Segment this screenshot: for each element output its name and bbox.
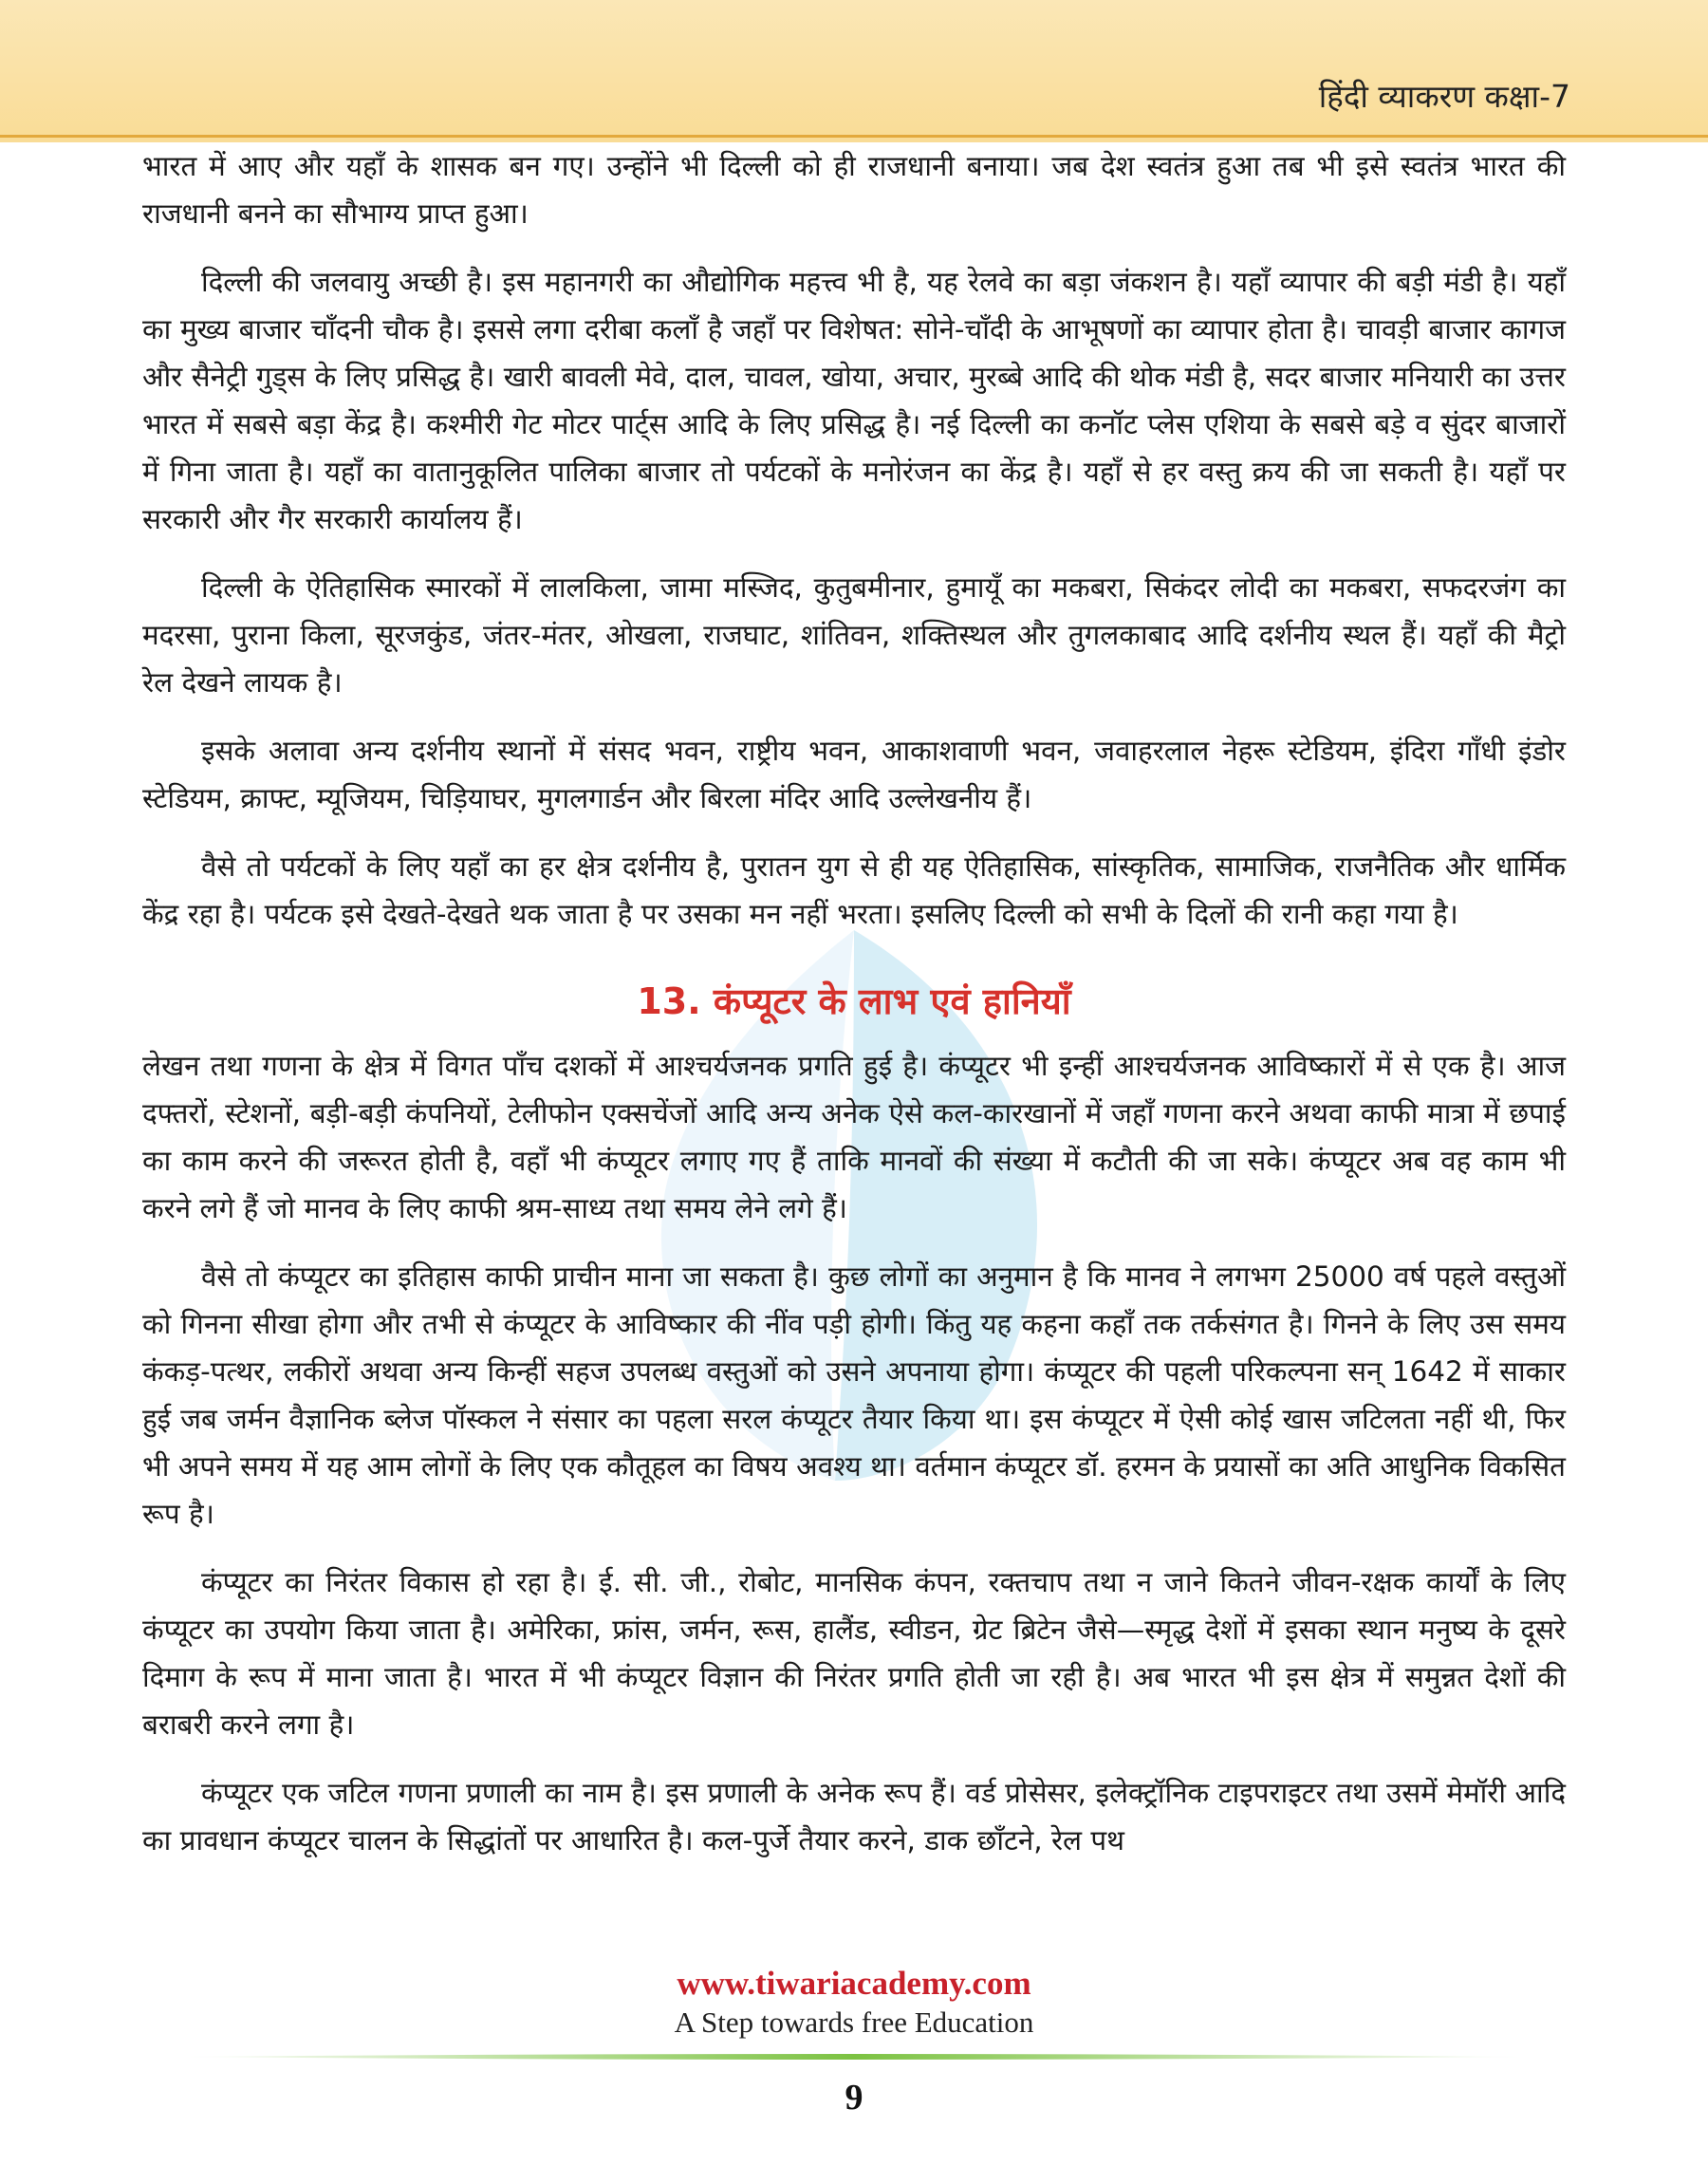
footer-url-link[interactable]: www.tiwariacademy.com: [677, 1965, 1031, 2002]
page-number: 9: [845, 2078, 863, 2118]
paragraph: वैसे तो कंप्यूटर का इतिहास काफी प्राचीन माना जा सकता है। कुछ लोगों का अनुमान है कि मानव ने लगभग 25000 वर्ष पहले वस्तुओं को गिनना सीखा होगा और तभी से कंप्यूटर के आविष्कार की नींव पड़ी होगी। किंतु यह कहना कहाँ तक तर्कसंगत है। गिनने के लिए उस समय कंकड़-पत्थर, लकीरों अथवा अन्य किन्हीं सहज उपलब्ध वस्तुओं को उसने अपनाया होगा। कंप्यूटर की पहली परिकल्पना सन् 1642 में साकार हुई जब जर्मन वैज्ञानिक ब्लेज पॉस्कल ने संसार का पहला सरल कंप्यूटर तैयार किया था। इस कंप्यूटर में ऐसी कोई खास जटिलता नहीं थी, फिर भी अपने समय में यह आम लोगों के लिए एक कौतूहल का विषय अवश्य था। वर्तमान कंप्यूटर डॉ. हरमन के प्रयासों का अति आधुनिक विकसित रूप है।: [142, 1260, 1566, 1530]
paragraph: इसके अलावा अन्य दर्शनीय स्थानों में संसद भवन, राष्ट्रीय भवन, आकाशवाणी भवन, जवाहरलाल नेहरू स्टेडियम, इंदिरा गाँधी इंडोर स्टेडियम, क्राफ्ट, म्यूजियम, चिड़ियाघर, मुगलगार्डन और बिरला मंदिर आदि उल्लेखनीय हैं।: [142, 735, 1566, 814]
header-rule: [0, 135, 1708, 138]
book-label: हिंदी व्याकरण कक्षा-7: [1318, 78, 1570, 115]
section-title: 13. कंप्यूटर के लाभ एवं हानियाँ: [637, 980, 1071, 1022]
paragraph: भारत में आए और यहाँ के शासक बन गए। उन्होंने भी दिल्ली को ही राजधानी बनाया। जब देश स्वतंत्र हुआ तब भी इसे स्वतंत्र भारत की राजधानी बनने का सौभाग्य प्राप्त हुआ।: [142, 150, 1566, 230]
page-content: [142, 142, 1566, 1885]
paragraph: दिल्ली की जलवायु अच्छी है। इस महानगरी का औद्योगिक महत्त्व भी है, यह रेलवे का बड़ा जंकशन है। यहाँ व्यापार की बड़ी मंडी है। यहाँ का मुख्य बाजार चाँदनी चौक है। इससे लगा दरीबा कलाँ है जहाँ पर विशेषत: सोने-चाँदी के आभूषणों का व्यापार होता है। चावड़ी बाजार कागज और सैनेट्री गुड्स के लिए प्रसिद्ध है। खारी बावली मेवे, दाल, चावल, खोया, अचार, मुरब्बे आदि की थोक मंडी है, सदर बाजार मनियारी का उत्तर भारत में सबसे बड़ा केंद्र है। कश्मीरी गेट मोटर पार्ट्स आदि के लिए प्रसिद्ध है। नई दिल्ली का कनॉट प्लेस एशिया के सबसे बड़े व सुंदर बाजारों में गिना जाता है। यहाँ का वातानुकूलित पालिका बाजार तो पर्यटकों के मनोरंजन का केंद्र है। यहाँ से हर वस्तु क्रय की जा सकती है। यहाँ पर सरकारी और गैर सरकारी कार्यालय हैं।: [142, 266, 1566, 535]
footer-tagline: A Step towards free Education: [674, 2006, 1034, 2039]
paragraph: कंप्यूटर एक जटिल गणना प्रणाली का नाम है। इस प्रणाली के अनेक रूप हैं। वर्ड प्रोसेसर, इलेक्ट्रॉनिक टाइपराइटर तथा उसमें मेमॉरी आदि का प्रावधान कंप्यूटर चालन के सिद्धांतों पर आधारित है। कल-पुर्जे तैयार करने, डाक छाँटने, रेल पथ: [142, 1777, 1567, 1856]
footer-divider: [180, 2053, 1528, 2061]
paragraph: दिल्ली के ऐतिहासिक स्मारकों में लालकिला, जामा मस्जिद, कुतुबमीनार, हुमायूँ का मकबरा, सिकंदर लोदी का मकबरा, सफदरजंग का मदरसा, पुराना किला, सूरजकुंड, जंतर-मंतर, ओखला, राजघाट, शांतिवन, शक्तिस्थल और तुगलकाबाद आदि दर्शनीय स्थल हैं। यहाँ की मैट्रो रेल देखने लायक है।: [142, 571, 1566, 699]
paragraph: लेखन तथा गणना के क्षेत्र में विगत पाँच दशकों में आश्चर्यजनक प्रगति हुई है। कंप्यूटर भी इन्हीं आश्चर्यजनक आविष्कारों में से एक है। आज दफ्तरों, स्टेशनों, बड़ी-बड़ी कंपनियों, टेलीफोन एक्सचेंजों आदि अन्य अनेक ऐसे कल-कारखानों में जहाँ गणना करने अथवा काफी मात्रा में छपाई का काम करने की जरूरत होती है, वहाँ भी कंप्यूटर लगाए गए हैं ताकि मानवों की संख्या में कटौती की जा सके। कंप्यूटर अब वह काम भी करने लगे हैं जो मानव के लिए काफी श्रम-साध्य तथा समय लेने लगे हैं।: [142, 1050, 1566, 1224]
paragraph: वैसे तो पर्यटकों के लिए यहाँ का हर क्षेत्र दर्शनीय है, पुरातन युग से ही यह ऐतिहासिक, सांस्कृतिक, सामाजिक, राजनैतिक और धार्मिक केंद्र रहा है। पर्यटक इसे देखते-देखते थक जाता है पर उसका मन नहीं भरता। इसलिए दिल्ली को सभी के दिलों की रानी कहा गया है।: [142, 850, 1566, 930]
paragraph: कंप्यूटर का निरंतर विकास हो रहा है। ई. सी. जी., रोबोट, मानसिक कंपन, रक्तचाप तथा न जाने कितने जीवन-रक्षक कार्यों के लिए कंप्यूटर का उपयोग किया जाता है। अमेरिका, फ्रांस, जर्मन, रूस, हालैंड, स्वीडन, ग्रेट ब्रिटेन जैसे—स्मृद्ध देशों में इसका स्थान मनुष्य के दूसरे दिमाग के रूप में माना जाता है। भारत में भी कंप्यूटर विज्ञान की निरंतर प्रगति होती जा रही है। अब भारत भी इस क्षेत्र में समुन्नत देशों की बराबरी करने लगा है।: [142, 1566, 1566, 1741]
header-band: [0, 0, 1708, 142]
